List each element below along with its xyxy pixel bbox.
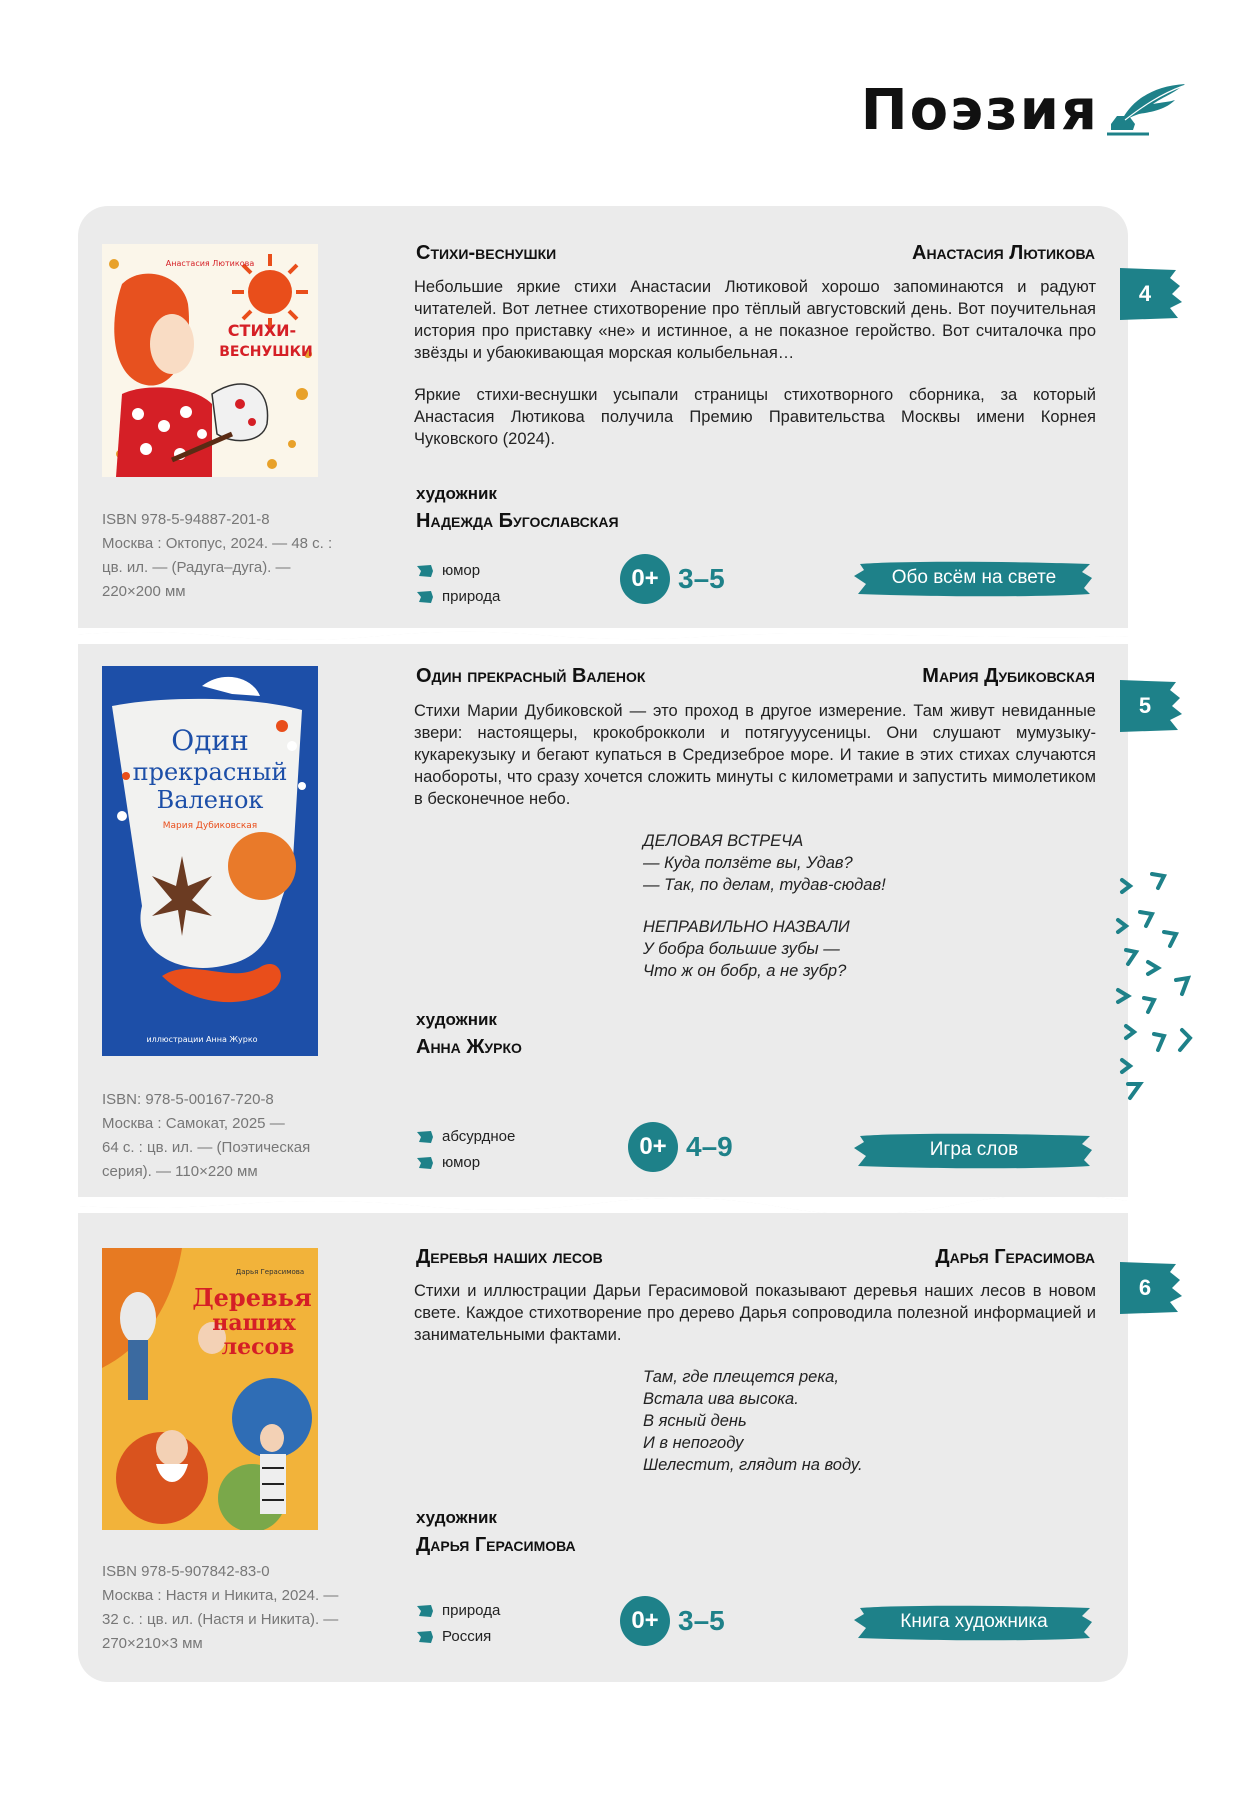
publication-info: Москва : Октопус, 2024. — 48 с. :: [102, 535, 333, 552]
tag-item[interactable]: [416, 584, 500, 610]
book-number-tab: [1120, 268, 1182, 320]
age-range: 3–5: [678, 563, 725, 594]
series-label: Обо всём на свете: [891, 567, 1057, 588]
book-author: Мария Дубиковская: [922, 665, 1095, 687]
tag-label: юмор: [442, 1154, 481, 1171]
book-number-tab: [1120, 680, 1182, 732]
book-dimensions: 270×210×3 мм: [102, 1635, 203, 1652]
cover-author: Мария Дубиковская: [162, 821, 258, 831]
artist-label: художник: [416, 1010, 497, 1029]
cover-footer: иллюстрации Анна Журко: [146, 1035, 258, 1044]
poem-excerpt: [643, 830, 1003, 1002]
description-paragraph: Небольшие яркие стихи Анастасии Лютиковой хорошо запоминаются и радуют читателей. Вот летнее стихотворение про тёплый августовский день. Вот поучительная история про приставку «не» и истинное, а не показное геройство. Вот считалочка про звёзды и убаюкивающая морская колыбельная…: [414, 278, 1096, 362]
cover-title-line: ВЕСНУШКИ: [219, 344, 313, 360]
book-number: 4: [1138, 281, 1152, 306]
poem-line: И в непогоду: [643, 1434, 744, 1452]
book-cover-image[interactable]: [102, 666, 318, 1056]
age-badge: [620, 554, 725, 604]
tag-label: юмор: [442, 562, 481, 579]
tag-label: абсурдное: [442, 1128, 516, 1145]
book-cover-image[interactable]: [102, 1248, 318, 1530]
poem-line: — Так, по делам, тудав-сюдав!: [643, 876, 886, 894]
decorative-chevron-marks: [1112, 870, 1222, 1110]
artist-name: Анна Журко: [416, 1036, 522, 1058]
series-button[interactable]: [854, 558, 1094, 598]
inkwell-quill-icon: [1103, 80, 1189, 138]
book-author: Дарья Герасимова: [935, 1246, 1095, 1268]
book-description: [414, 1280, 1096, 1366]
book-cover-image[interactable]: [102, 244, 318, 477]
poem-stanza: [643, 916, 1003, 982]
poem-line: — Куда ползёте вы, Удав?: [643, 854, 853, 872]
publication-info: 32 с. : цв. ил. (Настя и Никита). —: [102, 1611, 339, 1628]
book-dimensions: 220×200 мм: [102, 583, 186, 600]
book-meta: [102, 508, 360, 604]
book-meta: [102, 1560, 360, 1656]
feather-tag-icon: [416, 1156, 434, 1170]
cover-title-line: СТИХИ-: [227, 321, 297, 340]
feather-tag-icon: [416, 590, 434, 604]
poem-stanza: [643, 1366, 1003, 1476]
series-button[interactable]: [854, 1602, 1094, 1642]
tag-item[interactable]: [416, 1598, 500, 1624]
feather-tag-icon: [416, 564, 434, 578]
publication-info: Москва : Самокат, 2025 —: [102, 1115, 285, 1132]
isbn: ISBN 978-5-94887-201-8: [102, 511, 270, 528]
book-description: [414, 700, 1096, 830]
book-description: [414, 276, 1096, 470]
tag-item[interactable]: [416, 1624, 500, 1650]
tag-item[interactable]: [416, 1124, 515, 1150]
book-author: Анастасия Лютикова: [912, 242, 1095, 264]
poem-stanza: [643, 830, 1003, 896]
age-range: 4–9: [686, 1131, 733, 1162]
isbn: ISBN 978-5-907842-83-0: [102, 1563, 270, 1580]
poem-line: НЕПРАВИЛЬНО НАЗВАЛИ: [643, 918, 850, 936]
publication-info: цв. ил. — (Радуга–дуга). —: [102, 559, 291, 576]
book-number-tab: [1120, 1262, 1182, 1314]
poem-line: ДЕЛОВАЯ ВСТРЕЧА: [643, 832, 804, 850]
poem-line: В ясный день: [643, 1412, 747, 1430]
tag-label: природа: [442, 1602, 501, 1619]
description-paragraph: Яркие стихи-веснушки усыпали страницы стихотворного сборника, за который Анастасия Лютикова получила Премию Правительства Москвы имени Корнея Чуковского (2024).: [414, 386, 1096, 448]
book-title: Деревья наших лесов: [416, 1246, 603, 1268]
artist-label: художник: [416, 1508, 497, 1527]
book-number: 5: [1138, 693, 1152, 718]
page-title: Поэзия: [860, 78, 1099, 143]
isbn: ISBN: 978-5-00167-720-8: [102, 1091, 274, 1108]
age-badge: [620, 1596, 725, 1646]
section-divider: [60, 1197, 1150, 1213]
description-paragraph: Стихи Марии Дубиковской — это проход в другое измерение. Там живут невиданные звери: настоящеры, крокоброкколи и потягууусеницы. Они слушают мумузыку-кукарекузыку и бегают купаться в Средизеброе море. И такие в этих стихах случаются наобороты, что сразу хочется сложить минуты с километрами и запустить мимолетиком в бесконечное небо.: [414, 702, 1096, 808]
artist-name: Дарья Герасимова: [416, 1534, 576, 1556]
feather-tag-icon: [416, 1604, 434, 1618]
age-rating: 0+: [620, 554, 670, 604]
book-number: 6: [1138, 1275, 1152, 1300]
book-title: Один прекрасный Валенок: [416, 665, 646, 687]
cover-author: Дарья Герасимова: [235, 1268, 305, 1276]
cover-title-line: наших: [212, 1310, 296, 1336]
series-button[interactable]: [854, 1130, 1094, 1170]
poem-line: У бобра большие зубы —: [643, 940, 840, 958]
tag-list: [416, 1598, 500, 1650]
age-rating: 0+: [628, 1122, 678, 1172]
book-dimensions: серия). — 110×220 мм: [102, 1163, 258, 1180]
tag-label: Россия: [442, 1628, 492, 1645]
cover-title-line: прекрасный: [132, 758, 288, 786]
poem-line: Там, где плещется река,: [643, 1368, 839, 1386]
tag-label: природа: [442, 588, 501, 605]
age-rating: 0+: [620, 1596, 670, 1646]
publication-info: 64 с. : цв. ил. — (Поэтическая: [102, 1139, 311, 1156]
poem-excerpt: [643, 1366, 1003, 1496]
series-label: Игра слов: [929, 1139, 1019, 1160]
section-divider: [60, 628, 1150, 644]
feather-tag-icon: [416, 1630, 434, 1644]
cover-title-line: Валенок: [156, 786, 264, 814]
book-title: Стихи-веснушки: [416, 242, 557, 264]
description-paragraph: Стихи и иллюстрации Дарьи Герасимовой показывают деревья наших лесов в новом свете. Каждое стихотворение про дерево Дарья сопроводила полезной информацией и занимательными фактами.: [414, 1282, 1096, 1344]
poem-line: Шелестит, глядит на воду.: [643, 1456, 863, 1474]
artist-label: художник: [416, 484, 497, 503]
cover-title-line: лесов: [221, 1334, 295, 1360]
age-badge: [628, 1122, 733, 1172]
tag-list: [416, 1124, 515, 1176]
artist-name: Надежда Бугославская: [416, 510, 619, 532]
book-meta: [102, 1088, 360, 1184]
poem-line: Встала ива высока.: [643, 1390, 799, 1408]
series-label: Книга художника: [900, 1611, 1048, 1632]
cover-title-line: Один: [171, 724, 249, 757]
tag-list: [416, 558, 500, 610]
publication-info: Москва : Настя и Никита, 2024. —: [102, 1587, 339, 1604]
tag-item[interactable]: [416, 1150, 515, 1176]
cover-title-line: Деревья: [192, 1283, 312, 1312]
age-range: 3–5: [678, 1605, 725, 1636]
poem-line: Что ж он бобр, а не зубр?: [643, 962, 847, 980]
cover-author: Анастасия Лютикова: [165, 259, 255, 268]
tag-item[interactable]: [416, 558, 500, 584]
feather-tag-icon: [416, 1130, 434, 1144]
